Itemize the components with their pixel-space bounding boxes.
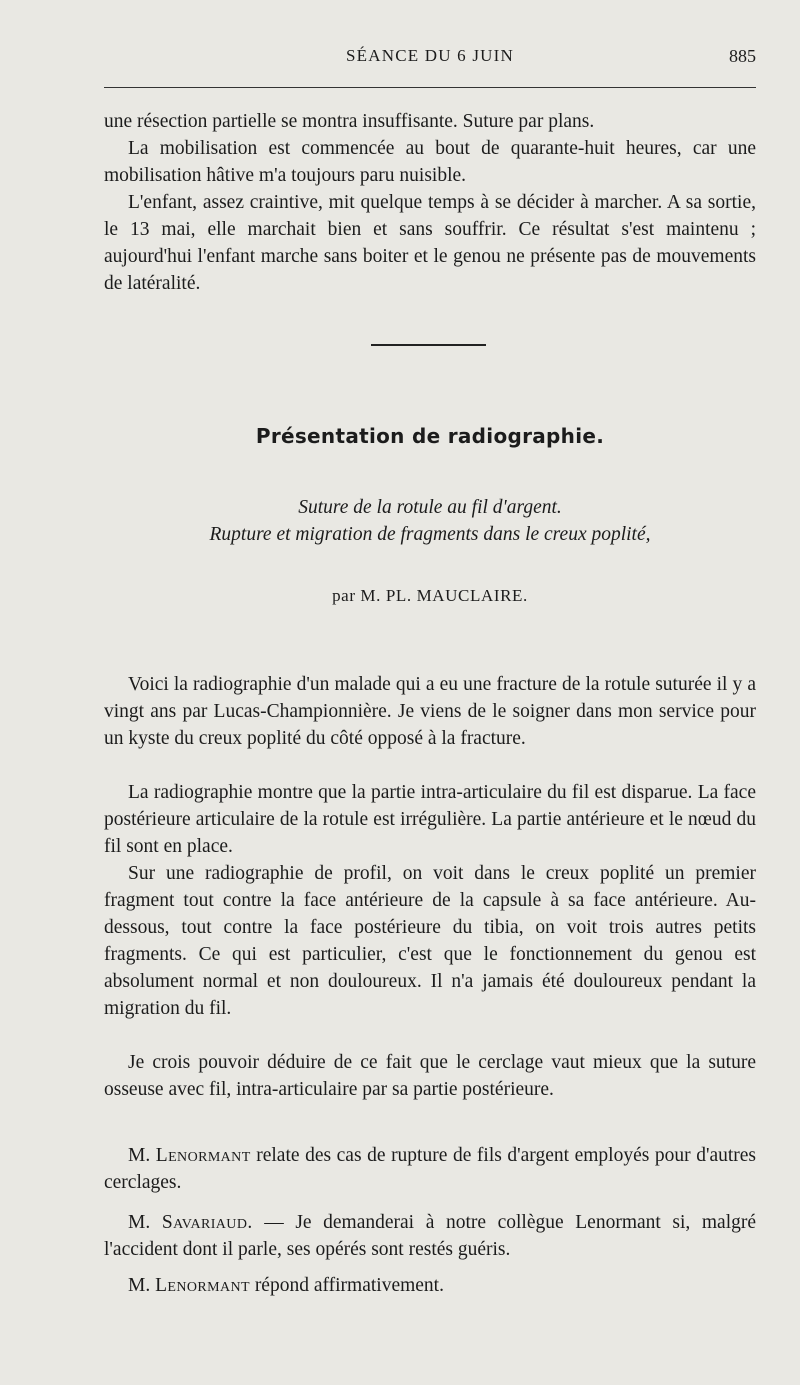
discussion-entry (104, 1209, 756, 1263)
discussion-text: relate des cas de rupture de fils d'argent employés pour d'autres cerclages. (104, 1145, 757, 1193)
speaker-prefix: M. (128, 1212, 151, 1233)
section-title: Présentation de radiographie. (255, 424, 605, 448)
intro-paragraph: L'enfant, assez craintive, mit quelque temps à se décider à marcher. A sa sortie, le 13 mai, elle marchait bien et sans souffrir. Ce résultat s'est maintenu ; aujourd'hui l'enfant marche sans boiter et le genou ne présente pas de mouvements de latéralité. (104, 192, 756, 294)
intro-paragraph: une résection partielle se montra insuffisante. Suture par plans. (104, 111, 595, 132)
intro-paragraph: La mobilisation est commencée au bout de quarante-huit heures, car une mobilisation hâtive m'a toujours paru nuisible. (104, 138, 756, 186)
body-paragraph: Voici la radiographie d'un malade qui a eu une fracture de la rotule suturée il y a vingt ans par Lucas-Championnière. Je viens de le soigner dans mon service pour un kyste du creux poplité du côté opposé à la fracture. (104, 674, 756, 749)
speaker-name: Savariaud. (161, 1212, 253, 1233)
speaker-prefix: M. (128, 1275, 151, 1296)
discussion-text: répond affirmativement. (254, 1275, 444, 1296)
body-paragraph: Je crois pouvoir déduire de ce fait que le cerclage vaut mieux que la suture osseuse avec fil, intra-articulaire par sa partie postérieure. (104, 1052, 756, 1100)
page-number: 885 (729, 46, 756, 66)
speaker-prefix: M. (128, 1145, 151, 1166)
section-subtitle: Suture de la rotule au fil d'argent. (298, 497, 562, 518)
section-divider (371, 344, 486, 346)
body-paragraph: La radiographie montre que la partie intra-articulaire du fil est disparue. La face postérieure articulaire de la rotule est irrégulière. La partie antérieure et le nœud du fil sont en place. (104, 782, 756, 857)
discussion-text: — Je demanderai à notre collègue Lenormant si, malgré l'accident dont il parle, ses opérés sont restés guéris. (104, 1212, 757, 1260)
speaker-name: Lenormant (155, 1275, 250, 1296)
page-header (104, 46, 756, 72)
body-paragraph: Sur une radiographie de profil, on voit dans le creux poplité un premier fragment tout contre la face antérieure de la capsule à sa face antérieure. Au-dessous, tout contre la face postérieure du tibia, on voit trois autres petits fragments. Ce qui est particulier, c'est que le fonctionnement du genou est absolument normal et non douloureux. Il n'a jamais été douloureux pendant la migration du fil. (104, 863, 756, 1019)
section-subtitle: Rupture et migration de fragments dans le creux poplité, (209, 524, 651, 545)
header-rule (104, 87, 756, 88)
running-title: SÉANCE DU 6 JUIN (346, 46, 514, 65)
speaker-name: Lenormant (155, 1145, 251, 1166)
discussion-entry (104, 1142, 756, 1196)
discussion-entry (104, 1272, 756, 1299)
author-byline: par M. PL. MAUCLAIRE. (332, 586, 528, 605)
